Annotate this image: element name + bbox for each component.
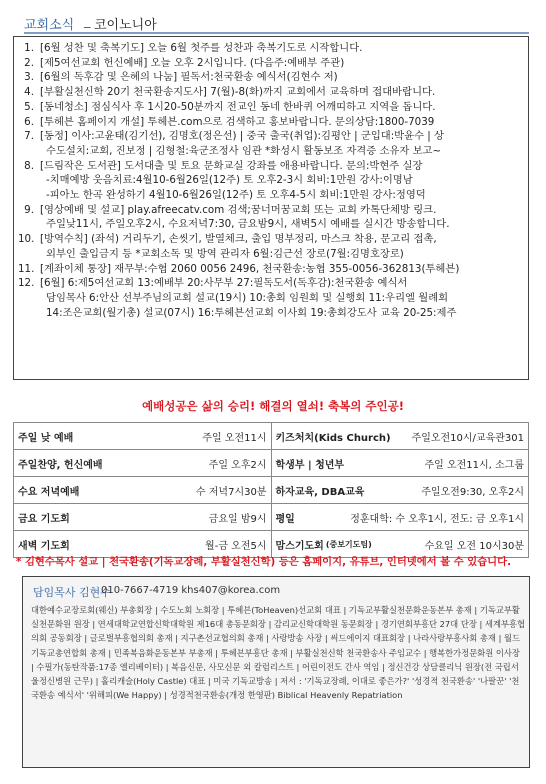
schedule-cell — [271, 504, 529, 531]
news-item-line: [계좌이체 통장] 재무부:수협 2060 0056 2496, 천국환송:농협 355-0056-362813(투헤븐) — [40, 262, 460, 275]
news-item — [18, 85, 522, 100]
news-item — [18, 232, 522, 261]
news-item — [18, 70, 522, 85]
schedule-value: 금요일 밤9시 — [208, 513, 267, 525]
news-item-line: [6월의 독후감 및 은혜의 나눔] 필독서:천국환송 예식서(김현수 저) — [40, 71, 338, 84]
news-item — [18, 56, 522, 71]
news-list — [14, 37, 528, 320]
schedule-row — [14, 504, 529, 531]
schedule-row — [14, 477, 529, 504]
schedule-label: 새벽 기도회 — [18, 540, 70, 552]
news-item-line: 14:조은교회(월기총) 설교(07시) 16:투헤븐선교회 이사회 19:총회강도사 교육 20-25:제주 — [46, 306, 457, 319]
worship-slogan: 예배성공은 삶의 승리! 해결의 열쇠! 축복의 주인공! — [142, 399, 404, 413]
section-header — [24, 10, 529, 34]
news-item — [18, 159, 522, 203]
schedule-row — [14, 423, 529, 450]
news-item-number: 4. — [24, 86, 34, 99]
news-item-line: [방역수칙] (좌석) 거리두기, 손씻기, 발열체크, 출입 명부정리, 마스크 착용, 문고리 접촉, — [40, 233, 437, 246]
news-item-number: 5. — [24, 100, 34, 113]
section-title: 교회소식 — [24, 18, 75, 33]
news-item-number: 8. — [24, 159, 34, 172]
schedule-value: 주일 오전11시 — [202, 432, 267, 444]
news-item-line: [제5여선교회 헌신예배] 오늘 오후 2시입니다. (다음주:예배부 주관) — [40, 56, 345, 69]
news-item — [18, 276, 522, 320]
schedule-label: 맘스기도회 — [275, 540, 324, 552]
schedule-label: 하자교육, DBA교육 — [275, 486, 365, 498]
news-item-number: 12. — [18, 277, 35, 290]
news-item — [18, 100, 522, 115]
news-item-number: 1. — [24, 42, 34, 54]
news-item-line: [투헤븐 홈페이지 개설] 투헤븐.com으로 검색하고 홍보바랍니다. 문의상담:1800-7039 — [40, 115, 435, 128]
header-underline — [24, 32, 529, 34]
schedule-label: 주일찬양, 헌신예배 — [18, 459, 103, 471]
news-item — [18, 203, 522, 232]
schedule-cell — [271, 423, 529, 450]
pastor-profile-box — [22, 576, 530, 768]
schedule-label: 수요 저녁예배 — [18, 486, 80, 498]
news-item — [18, 129, 522, 158]
schedule-value: 정훈대학: 수 오후1시, 전도: 금 오후1시 — [350, 513, 524, 525]
news-item-line: [동정] 이사:고윤태(김기선), 김명호(정은선) | 중국 출국(취업):김평안 | 군입대:박윤수 | 상 — [40, 130, 444, 143]
news-item-line: [드림작은 도서관] 도서대출 및 토요 문화교실 강좌를 애용바랍니다. 문의:박현주 실장 — [40, 159, 423, 172]
news-item — [18, 41, 522, 56]
schedule-value: 주일오전10시/교육관301 — [411, 432, 524, 444]
news-item-line: 주일낮11시, 주일오후2시, 수요저녁7:30, 금요밤9시, 새벽5시 예배를 실시간 방송합니다. — [46, 218, 450, 231]
pastor-contact: 010-7667-4719 khs407@korea.com — [101, 585, 281, 596]
news-item-line: 수도설치:교회, 진보정 | 김형철:육군조정사 임관 *화성시 활동보조 자격증 소유자 보고~ — [46, 144, 442, 157]
schedule-label: 키즈처치(Kids Church) — [275, 432, 391, 444]
news-item-number: 7. — [24, 130, 34, 143]
news-item-line: [동네청소] 점심식사 후 1시20-50분까지 전교인 동네 한바퀴 어깨띠하고 지역을 돕니다. — [40, 100, 436, 113]
news-item-number: 2. — [24, 56, 34, 69]
schedule-value: 주일오전9:30, 오후2시 — [421, 486, 524, 498]
news-item-number: 11. — [18, 262, 35, 275]
schedule-row — [14, 450, 529, 477]
schedule-value: 수요일 오전 10시30분 — [424, 540, 524, 552]
schedule-value: 월-금 오전5시 — [205, 540, 267, 552]
news-item-number: 10. — [18, 233, 35, 246]
news-item-line: [영상예배 및 설교] play.afreecatv.com 검색;꿈너머꿈교회 또는 교회 카톡단체방 링크. — [40, 203, 437, 216]
schedule-cell — [271, 450, 529, 477]
schedule-label: 주일 낮 예배 — [18, 432, 74, 444]
pastor-name: 담임목사 김현수 — [33, 586, 111, 599]
news-item-line: [6월 성찬 및 축복기도] 오늘 6월 첫주를 성찬과 축복기도로 시작합니다. — [40, 42, 363, 54]
news-item — [18, 262, 522, 277]
schedule-value: 주일 오후2시 — [208, 459, 267, 471]
news-item-number: 9. — [24, 203, 34, 216]
schedule-cell — [271, 477, 529, 504]
news-item-line: 외부인 출입금지 등 *교회소독 및 방역 관리자 6월:김근선 장로(7월:김명호장로) — [46, 247, 404, 260]
church-name: 코이노니아 — [94, 18, 157, 33]
pastor-bio: 대한예수교장로회(웨신) 부총회장 | 수도노회 노회장 | 투헤븐(ToHeaven)선교회 대표 | 기독교부활실천문화운동본부 총재 | 기독교부활실천문화원 원장 | 연세대학교연합신학대학원 제16대 총동문회장 | 감리교신학대학원 동문회장 | 경기연회부흥단 27대 단장 | 세계부흥협의회 공동회장 | 글로벌부흥협의회 총재 | 지구촌선교협의회 총재 | 사랑방송 사장 | 써드에이지 대표회장 | 나라사랑부흥사회 총재 | 월드기독교총연합회 총재 | 민족복음화운동본부 부총재 | 투헤븐부흥단 총재 | 부활실천신학 천국환송사 주임교수 | 행복한가정문화원 이사장 | 수필가(동탄작품:17종 엘리베이터) | 복음신문, 사모신문 외 칼럼리스트 | 어린이전도 간사 역임 | 정신건강 상담클리닉 원장(전 국립서울정신병원 근무) | 홀리캐슬(Holy Castle) 대표 | 미국 기독교방송 | 저서 : '기독교장례, 이대로 좋은가?' '성경적 천국환송' '나팔꾼' '천국환송 예식서' '위해피(We Happy) | 성경적천국환송(개정 한영판) Biblical Heavenly Repatriation — [31, 605, 526, 701]
news-item-line: [6월] 6:제5여선교회 13:예배부 20:사무부 27:필독도서(독후감):천국환송 예식서 — [40, 277, 408, 290]
schedule-label: 평일 — [275, 513, 295, 525]
schedule-label-sub: (중보기도팀) — [325, 539, 372, 549]
schedule-value: 주일 오전11시, 소그룹 — [424, 459, 524, 471]
schedule-cell — [14, 450, 272, 477]
title-separator: _ — [84, 14, 91, 29]
news-item — [18, 115, 522, 130]
news-item-line: -피아노 한곡 완성하기 4월10-6월26일(12주) 토 오후4-5시 회비:1만원 강사:정영덕 — [46, 189, 426, 202]
news-item-line: [부활실천신학 20기 천국환송지도사] 7(월)-8(화)까지 교회에서 교육하며 접대바랍니다. — [40, 86, 436, 99]
news-item-line: -치매예방 웃음치료:4월10-6월26일(12주) 토 오후2-3시 회비:1만원 강사:이명남 — [46, 174, 413, 187]
worship-schedule-table — [13, 422, 529, 558]
schedule-cell — [14, 477, 272, 504]
schedule-label: 금요 기도회 — [18, 513, 70, 525]
schedule-value: 수 저녁7시30분 — [195, 486, 267, 498]
schedule-label: 학생부 | 청년부 — [275, 459, 345, 471]
schedule-cell — [14, 504, 272, 531]
news-item-number: 3. — [24, 71, 34, 84]
schedule-cell — [14, 423, 272, 450]
news-item-line: 담임목사 6:안산 선부주님의교회 설교(19시) 10:총회 임원회 및 실행회 11:우리엘 월례회 — [46, 291, 449, 304]
news-box — [13, 36, 529, 380]
media-notice: * 김현수목사 설교 | 천국환송(기독교장례, 부활실천신학) 등은 홈페이지, 유튜브, 인터넷에서 볼 수 있습니다. — [16, 556, 511, 568]
news-item-number: 6. — [24, 115, 34, 128]
